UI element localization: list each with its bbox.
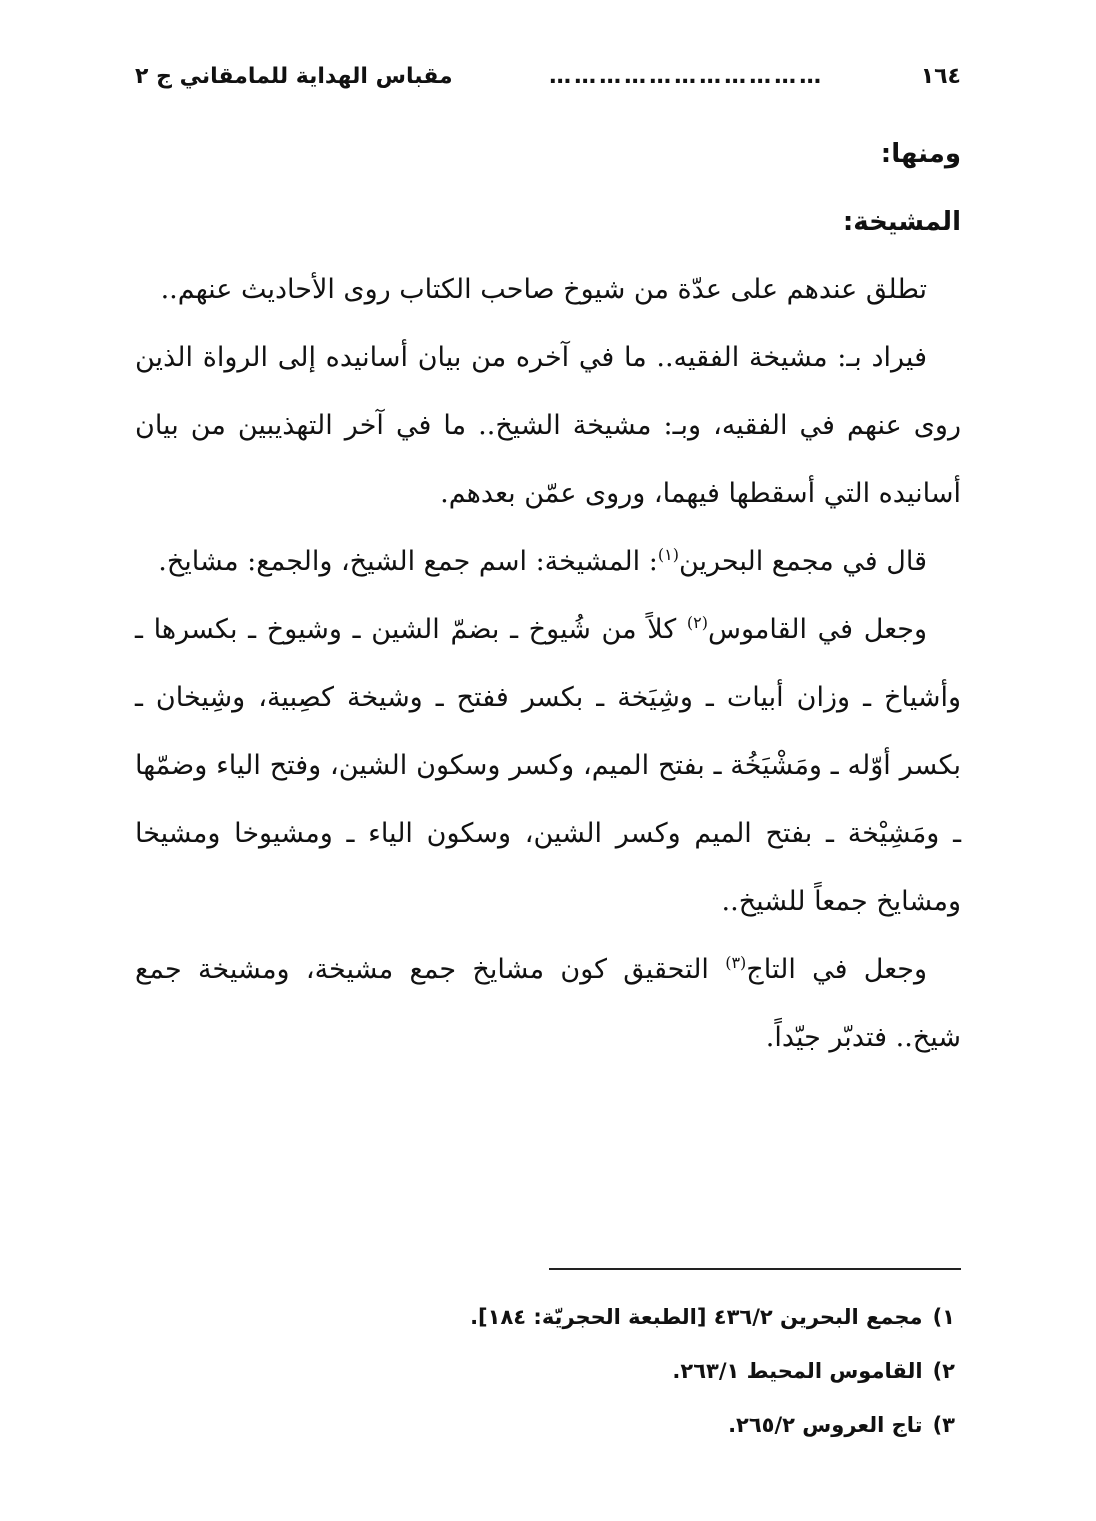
footnote-text: القاموس المحيط ٢٦٣/١. <box>672 1359 923 1383</box>
header-leader-dots: …………………………… <box>549 63 825 89</box>
footnote-1 <box>135 1290 961 1344</box>
paragraph-2: فيراد بـ: مشيخة الفقيه.. ما في آخره من بيان أسانيده إلى الرواة الذين روى عنهم في الفقيه، وبـ: مشيخة الشيخ.. ما في آخر التهذيبين من بيان أسانيده التي أسقطها فيهما، وروى عمّن بعدهم. <box>135 342 961 509</box>
paragraph-5 <box>135 936 961 1072</box>
footnote-text: مجمع البحرين ٤٣٦/٢ [الطبعة الحجريّة: ١٨٤]. <box>470 1305 923 1329</box>
page-number: ١٦٤ <box>920 63 961 89</box>
paragraph-4-text-a: وجعل في القاموس <box>708 614 927 645</box>
paragraph-4-text-b: كلاً من شُيوخ ـ بضمّ الشين ـ وشيوخ ـ بكسرها ـ وأشياخ ـ وزان أبيات ـ وشِيَخة ـ بكسر ففتح ـ وشيخة كصِبية، وشِيخان ـ بكسر أوّله ـ ومَشْيَخُة ـ بفتح الميم، وكسر وسكون الشين، وفتح الياء وضمّها ـ ومَشِيْخة ـ بفتح الميم وكسر الشين، وسكون الياء ـ ومشيوخا ومشيخا ومشايخ جمعاً للشيخ.. <box>135 614 961 917</box>
paragraph-3 <box>135 528 961 596</box>
footnote-separator <box>549 1268 961 1270</box>
paragraph-4 <box>135 596 961 936</box>
footnote-number: ١) <box>932 1305 955 1329</box>
footnote-ref-1[interactable]: (١) <box>657 545 679 564</box>
paragraph-5-text-b: التحقيق كون مشايخ جمع مشيخة، ومشيخة جمع شيخ.. فتدبّر جيّداً. <box>135 954 961 1053</box>
footnote-ref-2[interactable]: (٢) <box>686 613 708 632</box>
page-header <box>135 56 961 96</box>
section-heading-mashyakha: المشيخة: <box>842 207 961 237</box>
footnote-number: ٢) <box>932 1359 955 1383</box>
paragraph-3-text-b: : المشيخة: اسم جمع الشيخ، والجمع: مشايخ. <box>158 546 658 577</box>
footnote-number: ٣) <box>932 1413 955 1437</box>
running-title: مقباس الهداية للمامقاني ج ٢ <box>135 63 453 89</box>
footnote-3 <box>135 1398 961 1452</box>
paragraph-3-text-a: قال في مجمع البحرين <box>678 546 927 577</box>
section-heading-minha: ومنها: <box>880 139 961 169</box>
footnote-2 <box>135 1344 961 1398</box>
paragraph-1: تطلق عندهم على عدّة من شيوخ صاحب الكتاب روى الأحاديث عنهم.. <box>160 274 927 305</box>
footnote-text: تاج العروس ٢٦٥/٢. <box>728 1413 923 1437</box>
footnote-ref-3[interactable]: (٣) <box>725 953 747 972</box>
paragraph-5-text-a: وجعل في التاج <box>746 954 927 985</box>
main-text <box>135 120 961 1072</box>
footnotes <box>135 1290 961 1452</box>
